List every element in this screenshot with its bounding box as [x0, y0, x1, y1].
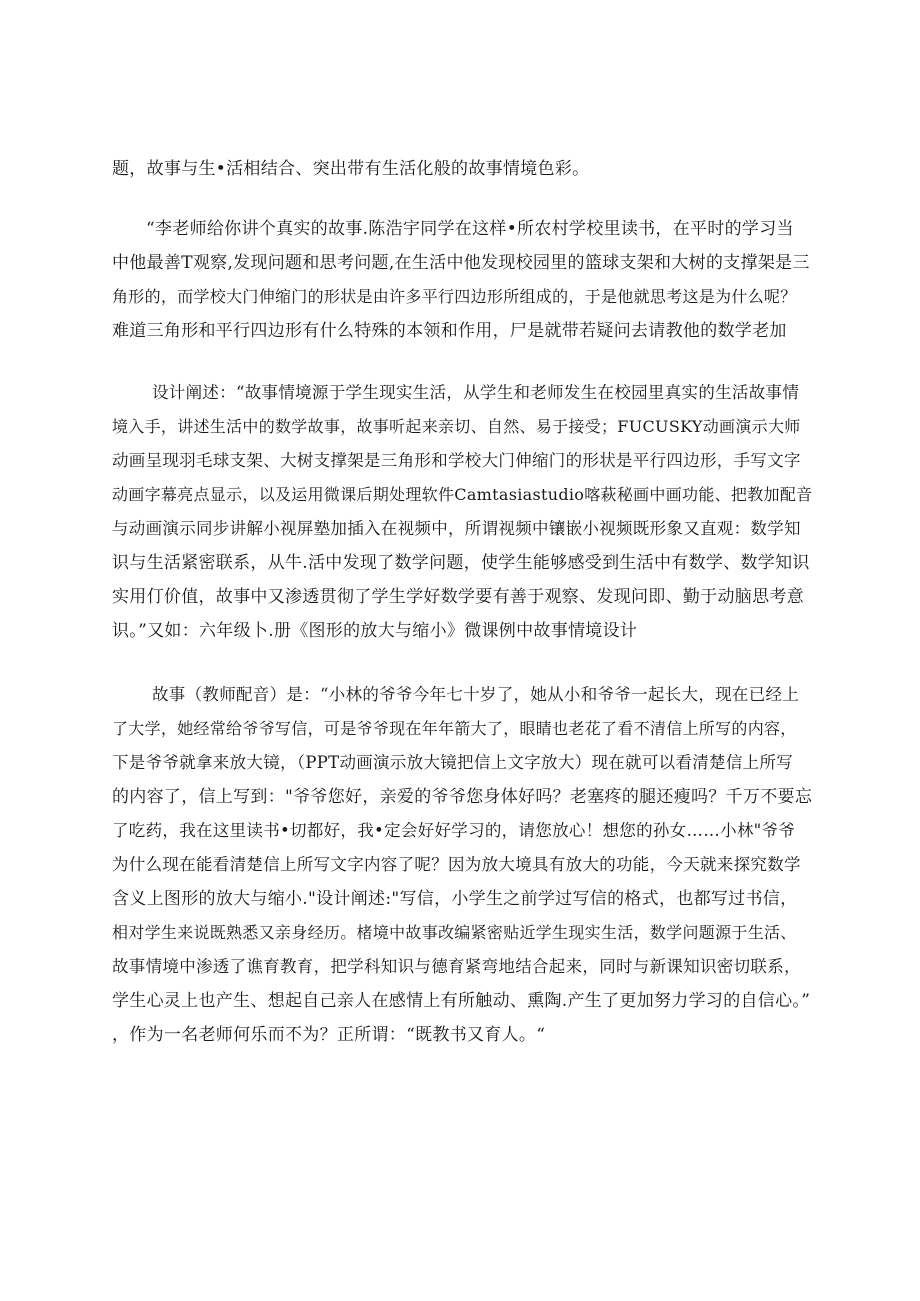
paragraph-story-grandfather: [112, 678, 812, 1052]
text-line: 相对学生来说既熟悉又亲身经历。楮境中故事改编紧密贴近学生现实生活，数学问题源于生活、: [112, 923, 797, 942]
text-line: 为什么现在能看清楚信上所写文字内容了呢？因为放大境具有放大的功能，今天就来探究数学: [112, 855, 801, 874]
text-line: 题，故事与生•活相结合、突出带有生活化般的故事情境色彩。: [112, 159, 590, 179]
paragraph-intro-tail: [112, 152, 812, 186]
text-line: “李老师给你讲个真实的故事.陈浩宇同学在这样•所农村学校里读书，在平时的学习当: [146, 219, 794, 239]
text-line: 故事（教师配音）是：“小林的爷爷今年七十岁了，她从小和爷爷一起长大，现在已经上: [152, 685, 800, 704]
paragraph-design-explanation: [112, 376, 812, 648]
text-line: 角形的，而学校大门伸缩门的形状是由许多平行四边形所组成的，于是他就思考这是为什么呢？: [112, 287, 797, 306]
text-line: 动画字幕亮点显示，以及运用微课后期处理软件Camtasiastudio喀萩秘画中画功能、把教加配音: [112, 485, 813, 504]
text-line: 了吃药，我在这里读书•切都好，我•定会好好学习的，请您放心！想您的孙女……小林"爷爷: [112, 821, 796, 840]
text-line: 的内容了，信上写到："爷爷您好，亲爱的爷爷您身体好吗？老塞疼的腿还瘦吗？千万不要忘: [112, 787, 813, 807]
text-line: 中他最善T观察,发现问题和思考问题,在生活中他发现校园里的篮球支架和大树的支撑架是三: [112, 253, 810, 273]
text-line: 与动画演示同步讲解小视屏塾加插入在视频中，所谓视频中镶嵌小视频既形象又直观：数学知: [112, 519, 801, 538]
text-line: 境入手，讲述生活中的数学故事，故事听起来亲切、自然、易于接受；FUCUSKY动画演示大师: [112, 417, 801, 436]
text-line: 识。”又如：六年级卜.册《图形的放大与缩小》微课例中故事情境设计: [112, 621, 638, 641]
text-line: 设计阐述：“故事情境源于学生现实生活，从学生和老师发生在校园里真实的生活故事情: [152, 383, 800, 402]
text-line: 含义上图形的放大与缩小."设计阐述:"写信，小学生之前学过写信的格式，也都写过书信，: [112, 889, 798, 909]
text-line: 下是爷爷就拿来放大镜，（PPT动画演示放大镜把信上文字放大）现在就可以看清楚信上所写: [112, 753, 794, 772]
text-line: ，作为一名老师何乐而不为？正所谓：“既教书又育人。“: [112, 1025, 546, 1045]
text-line: 难道三角形和平行四边形有什么特殊的本领和作用，尸是就带若疑问去请教他的数学老加: [112, 321, 787, 341]
paragraph-story-teacher-li: [112, 212, 812, 348]
text-line: 实用仃价值，故事中又渗透贯彻了学生学好数学要有善于观察、发现问即、勤于动脑思考意: [112, 587, 804, 607]
text-line: 学生心灵上也产生、想起自己亲人在感情上有所触动、熏陶.产生了更加努力学习的自信心。”: [112, 991, 811, 1011]
text-line: 故事情境中渗透了谯育教育，把学科知识与德育紧弯地结合起来，同时与新课知识密切联系，: [112, 957, 801, 976]
text-line: 识与生活紧密联系，从牛.活中发现了数学问题，使学生能够感受到生活中有数学、数学知识: [112, 553, 810, 573]
text-line: 了大学，她经常给爷爷写信，可是爷爷现在年年箭大了，眼睛也老花了看不清信上所写的内容，: [112, 719, 797, 738]
text-line: 动画呈现羽毛球支架、大树支撑架是三角形和学校大门伸缩门的形状是平行四边形，手写文字: [112, 451, 801, 470]
